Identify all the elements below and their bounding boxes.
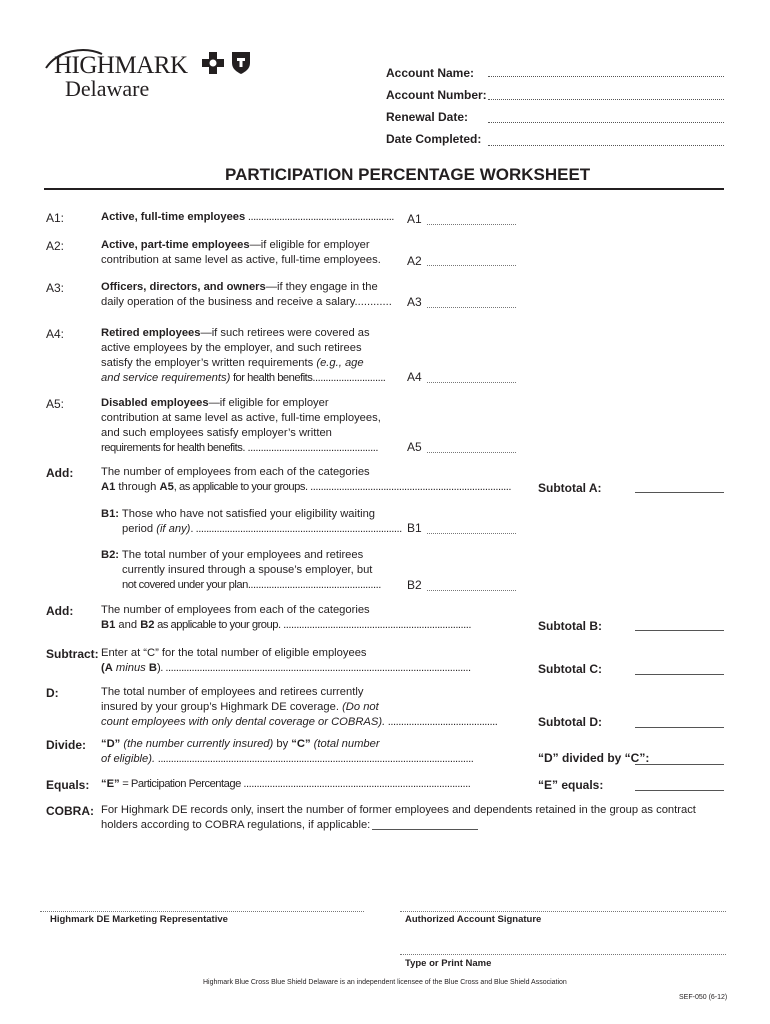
row-bold-a3: Officers, directors, and owners <box>101 281 266 293</box>
row-line4r-a4: for health benefits............................ <box>230 372 386 384</box>
subtotal-a-label: Subtotal A: <box>538 481 602 495</box>
row-line4-a5: requirements for health benefits. .................................................. <box>101 442 378 454</box>
subtotal-c-label: Subtotal C: <box>538 662 602 676</box>
cobra-line2: holders according to COBRA regulations, if applicable: <box>101 819 371 831</box>
d-line3i: count employees with only dental coverage or COBRAS). <box>101 716 386 728</box>
auth-signature-label: Authorized Account Signature <box>405 914 542 925</box>
d-line2i: (Do not <box>342 701 379 713</box>
add-text-2 <box>101 603 471 633</box>
row-line2-a2: contribution at same level as active, full-time employees. <box>101 254 381 266</box>
b1-line1-text: Those who have not satisfied your eligibility waiting <box>119 508 376 520</box>
subtotal-b-label: Subtotal B: <box>538 619 602 633</box>
b1-line2r: . ............................................................................... <box>190 523 402 535</box>
input-a3[interactable] <box>427 307 516 308</box>
equals-q: “E” <box>101 778 120 790</box>
d-line3r: .......................................... <box>385 716 498 728</box>
subtract-text <box>101 646 471 676</box>
row-rest-a1: ........................................................ <box>245 211 394 223</box>
form-code: SEF-050 (6-12) <box>679 994 728 1001</box>
subtotal-b-field[interactable] <box>635 630 724 631</box>
row-line1-a2 <box>101 238 381 253</box>
add-b2-1: A5 <box>159 481 174 493</box>
row-label-a2: A2: <box>46 239 65 253</box>
row-text-a1 <box>101 210 394 225</box>
print-name-line[interactable] <box>400 954 726 955</box>
add-tail-1: , as applicable to your groups. ............................................................................. <box>173 481 511 493</box>
row-label-a3: A3: <box>46 281 65 295</box>
subtract-l2c: minus <box>112 662 149 674</box>
d-line2 <box>101 700 497 715</box>
row-line3-a4 <box>101 356 385 371</box>
brand-region: Delaware <box>65 76 150 101</box>
row-bold-a4: Retired employees <box>101 327 201 339</box>
b1-line1 <box>101 507 402 522</box>
b1-text <box>101 507 402 537</box>
row-label-a5: A5: <box>46 397 65 411</box>
subtract-line2 <box>101 661 471 676</box>
account-name-field[interactable] <box>488 76 724 77</box>
equals-label: Equals: <box>46 778 90 792</box>
equals-rest: = Participation Percentage ....................................................................................... <box>119 778 471 790</box>
row-code-a2: A2 <box>407 254 422 268</box>
row-line1-a5 <box>101 396 381 411</box>
page-title: PARTICIPATION PERCENTAGE WORKSHEET <box>225 165 591 184</box>
equals-result-field[interactable] <box>635 790 724 791</box>
row-rest-a3: —if they engage in the <box>265 281 378 293</box>
row-code-a3: A3 <box>407 295 422 309</box>
b2-line1 <box>101 548 381 563</box>
divide-i1: (the number currently insured) <box>120 738 277 750</box>
divide-line2i: of eligible). <box>101 753 156 765</box>
input-b1[interactable] <box>427 533 516 534</box>
subtotal-d-label: Subtotal D: <box>538 715 602 729</box>
row-text-a2 <box>101 238 381 268</box>
account-number-field[interactable] <box>488 99 724 100</box>
b1-code: B1 <box>407 521 422 535</box>
d-line1: The total number of employees and retirees currently <box>101 686 364 698</box>
footer-note: Highmark Blue Cross Blue Shield Delaware is an independent licensee of the Blue Cross and Blue Shield Association <box>203 979 567 986</box>
add-line1-1: The number of employees from each of the categories <box>101 466 370 478</box>
row-line3i-a4: (e.g., age <box>316 357 364 369</box>
row-text-a4 <box>101 326 385 386</box>
row-code-a1: A1 <box>407 212 422 226</box>
d-line2-text: insured by your group’s Highmark DE coverage. <box>101 701 343 713</box>
divide-label: Divide: <box>46 738 87 752</box>
subtract-l2a: ( <box>101 662 105 674</box>
b2-line1-text: The total number of your employees and retirees <box>119 549 364 561</box>
add-mid-1: through <box>115 481 160 493</box>
divide-result-field[interactable] <box>635 764 724 765</box>
equals-text <box>101 777 470 792</box>
add-b1-1: A1 <box>101 481 116 493</box>
blue-cross-icon <box>202 52 224 74</box>
subtract-line1: Enter at “C” for the total number of eligible employees <box>101 647 367 659</box>
d-line3 <box>101 715 497 730</box>
add-line1-2: The number of employees from each of the categories <box>101 604 370 616</box>
brand-name: HIGHMARK <box>54 52 188 79</box>
equals-result-label: “E” equals: <box>538 778 604 792</box>
add-mid-2: and <box>115 619 141 631</box>
row-line4i-a4: and service requirements) <box>101 372 231 384</box>
date-completed-label: Date Completed: <box>386 132 482 146</box>
input-a1[interactable] <box>427 224 516 225</box>
subtotal-a-field[interactable] <box>635 492 724 493</box>
renewal-date-field[interactable] <box>488 122 724 123</box>
b2-line2: currently insured through a spouse’s employer, but <box>122 564 373 576</box>
row-bold-a2: Active, part-time employees <box>101 239 250 251</box>
row-rest-a2: —if eligible for employer <box>249 239 370 251</box>
add-b1-2: B1 <box>101 619 116 631</box>
add-line2-2 <box>101 618 471 633</box>
row-rest-a4: —if such retirees were covered as <box>200 327 370 339</box>
row-rest-a5: —if eligible for employer <box>208 397 329 409</box>
add-text-1 <box>101 465 511 495</box>
divide-text <box>101 737 473 767</box>
row-code-a4: A4 <box>407 370 422 384</box>
rep-signature-label: Highmark DE Marketing Representative <box>50 914 228 925</box>
row-label-a1: A1: <box>46 211 65 225</box>
b2-text <box>101 548 381 593</box>
divide-q2: “C” <box>291 738 311 750</box>
add-label-2: Add: <box>46 604 74 618</box>
cobra-line1: For Highmark DE records only, insert the number of former employees and dependents retained in the group as contract <box>101 804 696 816</box>
b2-code: B2 <box>407 578 422 592</box>
input-a4[interactable] <box>427 382 516 383</box>
row-line3a-a4: satisfy the employer’s written requirements <box>101 357 317 369</box>
blue-shield-icon <box>231 51 251 75</box>
d-text <box>101 685 497 730</box>
b2-bold: B2: <box>101 549 120 561</box>
row-label-a4: A4: <box>46 327 65 341</box>
subtract-l2d: B <box>148 662 157 674</box>
row-line2-a5: contribution at same level as active, full-time employees, <box>101 412 381 424</box>
divide-line2 <box>101 752 473 767</box>
row-line1-a3 <box>101 280 392 295</box>
b2-line3: not covered under your plan................................................... <box>122 579 381 591</box>
subtotal-c-field[interactable] <box>635 674 724 675</box>
subtract-l2e: ). ..................................................................................................................... <box>156 662 471 674</box>
b1-bold: B1: <box>101 508 120 520</box>
add-b2-2: B2 <box>140 619 155 631</box>
row-line3-a5: and such employees satisfy employer’s written <box>101 427 332 439</box>
b1-line2a: period <box>122 523 157 535</box>
row-text-a5 <box>101 396 381 456</box>
divide-result-label: “D” divided by “C”: <box>538 751 650 765</box>
divide-by: by <box>276 738 292 750</box>
subtract-label: Subtract: <box>46 647 99 661</box>
d-label: D: <box>46 686 59 700</box>
b1-line2 <box>101 522 402 537</box>
add-label-1: Add: <box>46 466 74 480</box>
input-a2[interactable] <box>427 265 516 266</box>
add-line2-1 <box>101 480 511 495</box>
input-a5[interactable] <box>427 452 516 453</box>
row-line4-a4 <box>101 371 385 386</box>
input-b2[interactable] <box>427 590 516 591</box>
subtract-l2b: A <box>104 662 113 674</box>
row-bold-a1: Active, full-time employees <box>101 211 246 223</box>
row-line2-a3: daily operation of the business and receive a salary............ <box>101 296 392 308</box>
auth-signature-line[interactable] <box>400 911 726 912</box>
renewal-date-label: Renewal Date: <box>386 110 469 124</box>
row-line1-a4 <box>101 326 385 341</box>
date-completed-field[interactable] <box>488 145 724 146</box>
divide-q1: “D” <box>101 738 121 750</box>
subtotal-d-field[interactable] <box>635 727 724 728</box>
highmark-logo <box>44 48 264 108</box>
title-divider <box>44 188 724 190</box>
divide-line2r: ......................................................................................................................... <box>155 753 474 765</box>
b1-line2i: (if any) <box>156 523 191 535</box>
print-name-label: Type or Print Name <box>405 958 492 969</box>
row-code-a5: A5 <box>407 440 422 454</box>
account-name-label: Account Name: <box>386 66 475 80</box>
rep-signature-line[interactable] <box>40 911 364 912</box>
add-tail-2: as applicable to your group. ........................................................................ <box>154 619 471 631</box>
account-number-label: Account Number: <box>386 88 487 102</box>
cobra-input[interactable] <box>372 829 478 830</box>
row-bold-a5: Disabled employees <box>101 397 209 409</box>
row-line2-a4: active employees by the employer, and such retirees <box>101 342 362 354</box>
row-text-a3 <box>101 280 392 310</box>
divide-line1 <box>101 737 473 752</box>
divide-i2: (total number <box>310 738 380 750</box>
cobra-label: COBRA: <box>46 804 94 818</box>
